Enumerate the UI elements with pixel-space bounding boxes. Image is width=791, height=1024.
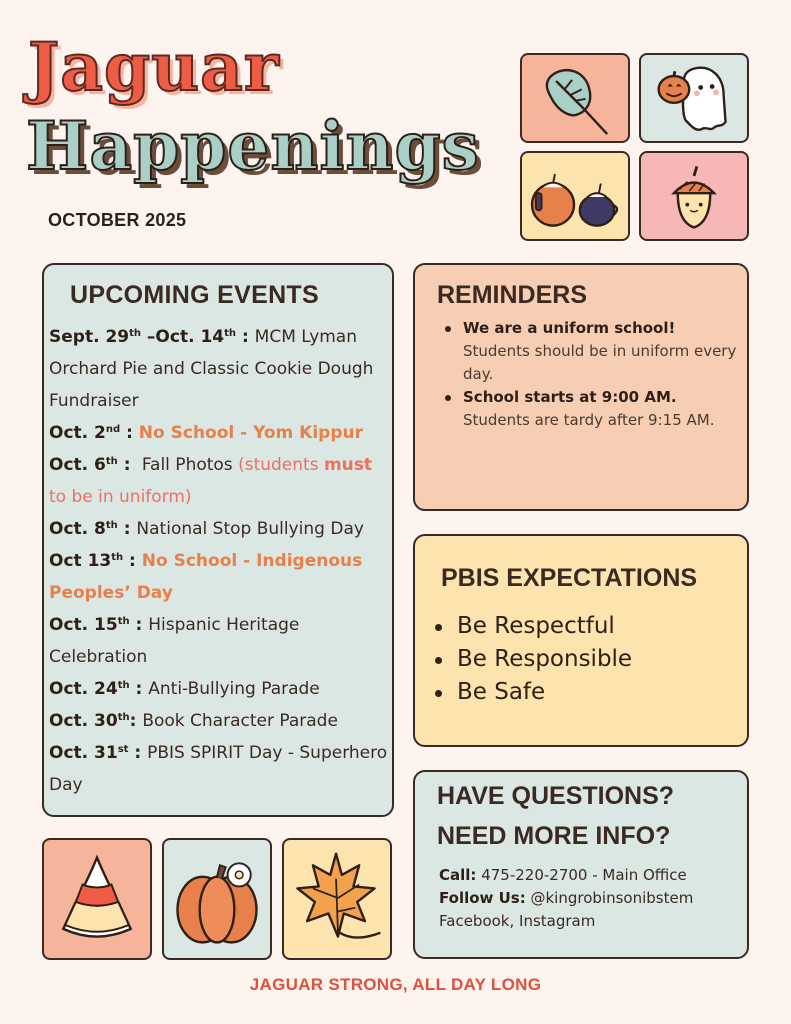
maple-leaf-icon bbox=[284, 840, 390, 958]
title-happenings: Happenings bbox=[26, 107, 480, 185]
maple-leaf-tile bbox=[282, 838, 392, 960]
contact-info bbox=[439, 864, 693, 933]
pbis-item: Be Responsible bbox=[431, 643, 632, 676]
platforms-line: Facebook, Instagram bbox=[439, 912, 596, 930]
pbis-heading: PBIS EXPECTATIONS bbox=[441, 564, 698, 592]
event-item: Oct. 2nd : No School - Yom Kippur bbox=[49, 423, 364, 443]
reminders-panel bbox=[413, 263, 749, 511]
pumpkin-mugs-icon bbox=[522, 153, 628, 239]
event-item: Oct. 15th : Hispanic Heritage Celebration bbox=[49, 615, 300, 667]
pbis-item: Be Safe bbox=[431, 676, 632, 709]
reminders-list bbox=[441, 317, 741, 432]
pbis-panel bbox=[413, 534, 749, 747]
reminder-item: School starts at 9:00 AM. Students are tardy after 9:15 AM. bbox=[441, 386, 741, 432]
event-item: Oct. 8th : National Stop Bullying Day bbox=[49, 519, 364, 539]
call-line: Call: 475-220-2700 - Main Office bbox=[439, 866, 687, 884]
questions-heading: HAVE QUESTIONS? NEED MORE INFO? bbox=[437, 782, 675, 850]
event-item: Oct. 6th : Fall Photos (students must to be in uniform) bbox=[49, 455, 373, 507]
event-item: Oct 13th : No School - Indigenous Peoples’ Day bbox=[49, 551, 363, 603]
ghost-pumpkin-icon bbox=[641, 55, 747, 141]
upcoming-events-heading: UPCOMING EVENTS bbox=[70, 281, 319, 309]
acorn-icon bbox=[641, 153, 747, 239]
pbis-list bbox=[431, 610, 632, 709]
reminders-heading: REMINDERS bbox=[437, 281, 588, 309]
newsletter-month: OCTOBER 2025 bbox=[48, 210, 187, 230]
leaf-tile bbox=[520, 53, 630, 143]
event-item: Oct. 30th: Book Character Parade bbox=[49, 711, 338, 731]
footer-tagline: JAGUAR STRONG, ALL DAY LONG bbox=[249, 975, 542, 994]
upcoming-events-panel bbox=[42, 263, 394, 817]
acorn-tile bbox=[639, 151, 749, 241]
candy-corn-tile bbox=[42, 838, 152, 960]
event-item: Oct. 31st : PBIS SPIRIT Day - Superhero Day bbox=[49, 743, 388, 795]
events-list bbox=[49, 321, 394, 801]
event-item: Oct. 24th : Anti-Bullying Parade bbox=[49, 679, 320, 699]
event-item: Sept. 29th –Oct. 14th : MCM Lyman Orchard Pie and Classic Cookie Dough Fundraiser bbox=[49, 327, 374, 411]
pumpkin-tile bbox=[162, 838, 272, 960]
candy-corn-icon bbox=[44, 840, 150, 958]
ghost-tile bbox=[639, 53, 749, 143]
mugs-tile bbox=[520, 151, 630, 241]
pbis-item: Be Respectful bbox=[431, 610, 632, 643]
leaf-icon bbox=[522, 55, 628, 141]
questions-panel bbox=[413, 770, 749, 959]
title-jaguar: Jaguar bbox=[28, 28, 280, 106]
pumpkin-icon bbox=[164, 840, 270, 958]
reminder-item: We are a uniform school! Students should be in uniform every day. bbox=[441, 317, 741, 386]
follow-line: Follow Us: @kingrobinsonibstem bbox=[439, 889, 694, 907]
